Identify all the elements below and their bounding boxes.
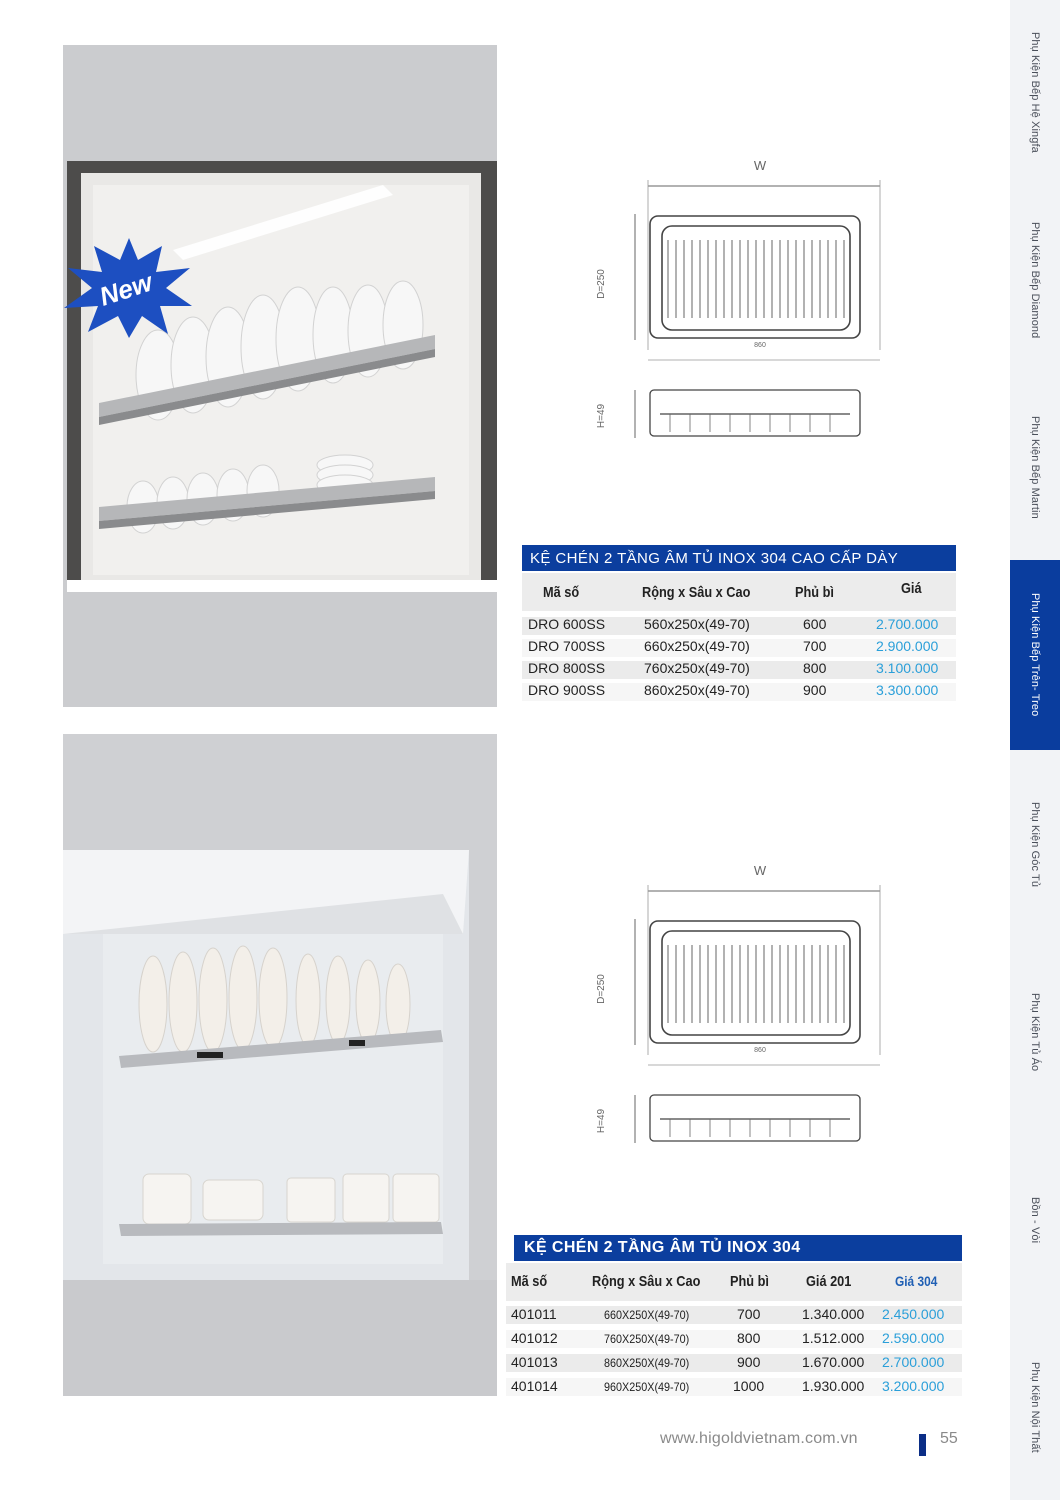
table1-price: 3.100.000 [876, 660, 939, 676]
side-nav-label: Phụ Kiện Bếp Hệ Xingfa [1029, 32, 1041, 153]
table1-price: 2.700.000 [876, 616, 939, 632]
side-nav-label: Phụ Kiện Bếp Diamond [1029, 221, 1041, 339]
table-row [511, 1354, 558, 1370]
table1-price: 3.300.000 [876, 682, 939, 698]
table-row [528, 682, 605, 698]
table2-size: 860X250X(49-70) [604, 1356, 690, 1370]
dimension-diagram-2 [580, 855, 900, 1155]
table1-code: DRO 800SS [528, 660, 606, 676]
table1-cover: 700 [803, 638, 827, 654]
table2-price201: 1.340.000 [802, 1306, 865, 1322]
table2-title: KỆ CHÉN 2 TẦNG ÂM TỦ INOX 304 [524, 1239, 801, 1256]
table1-header-cover: Phủ bì [795, 584, 834, 601]
side-nav-label: Phụ Kiện Bếp Martin [1029, 416, 1041, 519]
table-row [511, 1378, 558, 1394]
footer-website-link[interactable]: www.higoldvietnam.com.vn [660, 1430, 858, 1447]
side-nav [1010, 0, 1060, 1500]
table2-size: 960X250X(49-70) [604, 1380, 690, 1394]
table2-cover: 900 [737, 1354, 761, 1370]
side-nav-item-xingfa[interactable] [1010, 0, 1060, 185]
diagram-width-label: W [753, 158, 767, 173]
table1-code: DRO 600SS [528, 616, 606, 632]
product-photo-top [63, 45, 497, 707]
table1-size: 560x250x(49-70) [644, 616, 750, 632]
table2-code: 401013 [511, 1354, 558, 1370]
side-nav-label: Phụ Kiện Bếp Trên- Treo [1029, 593, 1041, 717]
side-nav-item-wardrobe[interactable] [1010, 940, 1060, 1125]
diagram-depth-label: D=250 [596, 269, 607, 299]
table2-header-price201: Giá 201 [806, 1273, 852, 1290]
table1-size: 760x250x(49-70) [644, 660, 750, 676]
table2-price304: 2.700.000 [882, 1354, 945, 1370]
side-nav-label: Bồn - Vòi [1029, 1196, 1041, 1244]
table2-cover: 700 [737, 1306, 761, 1322]
table2-header-price304: Giá 304 [895, 1273, 938, 1289]
page-number: 55 [940, 1430, 958, 1447]
table1-title-bar [522, 545, 956, 571]
table1-size: 660x250x(49-70) [644, 638, 750, 654]
table2-header-code: Mã số [511, 1273, 548, 1290]
table-row [511, 1306, 557, 1322]
footer-divider [919, 1434, 926, 1456]
table2-price201: 1.670.000 [802, 1354, 865, 1370]
dimension-diagram-1 [580, 150, 900, 450]
diagram-height-label: H=49 [596, 403, 607, 429]
side-nav-item-diamond[interactable] [1010, 185, 1060, 375]
table2-title-bar [514, 1235, 962, 1261]
table2-price201: 1.930.000 [802, 1378, 865, 1394]
table1-cover: 600 [803, 616, 827, 632]
diagram-height-label: H=49 [596, 1108, 607, 1134]
table1-header-code: Mã số [543, 584, 580, 601]
side-nav-label: Phụ Kiện Tủ Áo [1029, 993, 1041, 1072]
table2-code: 401014 [511, 1378, 558, 1394]
table1-cover: 900 [803, 682, 827, 698]
table2-cover: 800 [737, 1330, 761, 1346]
diagram-width-label: W [753, 863, 767, 878]
table1-title: KỆ CHÉN 2 TẦNG ÂM TỦ INOX 304 CAO CẤP DÀY [530, 549, 899, 567]
cabinet-illustration-2 [63, 734, 497, 1396]
table2-header-size: Rộng x Sâu x Cao [592, 1273, 701, 1290]
side-nav-label: Phụ Kiện Nội Thất [1029, 1362, 1041, 1453]
diagram-depth-label: D=250 [596, 974, 607, 1004]
table-row [528, 660, 605, 676]
table1-code: DRO 700SS [528, 638, 606, 654]
diagram-width-value: 860 [754, 1047, 766, 1054]
table-row [528, 638, 605, 654]
table1-header-size: Rộng x Sâu x Cao [642, 584, 751, 601]
table2-header-cover: Phủ bì [730, 1273, 769, 1290]
table-row [528, 616, 605, 632]
new-starburst-icon [64, 238, 194, 338]
table2-price201: 1.512.000 [802, 1330, 865, 1346]
table1-cover: 800 [803, 660, 827, 676]
side-nav-label: Phụ Kiện Góc Tủ [1029, 802, 1041, 888]
table-row [511, 1330, 558, 1346]
product-photo-bottom [63, 734, 497, 1396]
table2-code: 401011 [511, 1306, 557, 1322]
side-nav-item-martin[interactable] [1010, 375, 1060, 560]
table1-size: 860x250x(49-70) [644, 682, 750, 698]
side-nav-item-sink-faucet[interactable] [1010, 1125, 1060, 1315]
side-nav-item-corner[interactable] [1010, 750, 1060, 940]
table2-code: 401012 [511, 1330, 558, 1346]
table1-code: DRO 900SS [528, 682, 606, 698]
table2-price304: 2.450.000 [882, 1306, 945, 1322]
table2-price304: 3.200.000 [882, 1378, 945, 1394]
cabinet-illustration [63, 45, 497, 707]
diagram-width-value: 860 [754, 342, 766, 349]
new-badge-text: New [95, 266, 156, 312]
table2-cover: 1000 [733, 1378, 765, 1394]
table2-size: 760X250X(49-70) [604, 1332, 690, 1346]
side-nav-item-interior[interactable] [1010, 1315, 1060, 1500]
table1-price: 2.900.000 [876, 638, 939, 654]
table1-header-price: Giá [901, 580, 922, 597]
side-nav-item-upper-cabinet[interactable] [1010, 560, 1060, 750]
table2-size: 660X250X(49-70) [604, 1308, 690, 1322]
table2-price304: 2.590.000 [882, 1330, 945, 1346]
